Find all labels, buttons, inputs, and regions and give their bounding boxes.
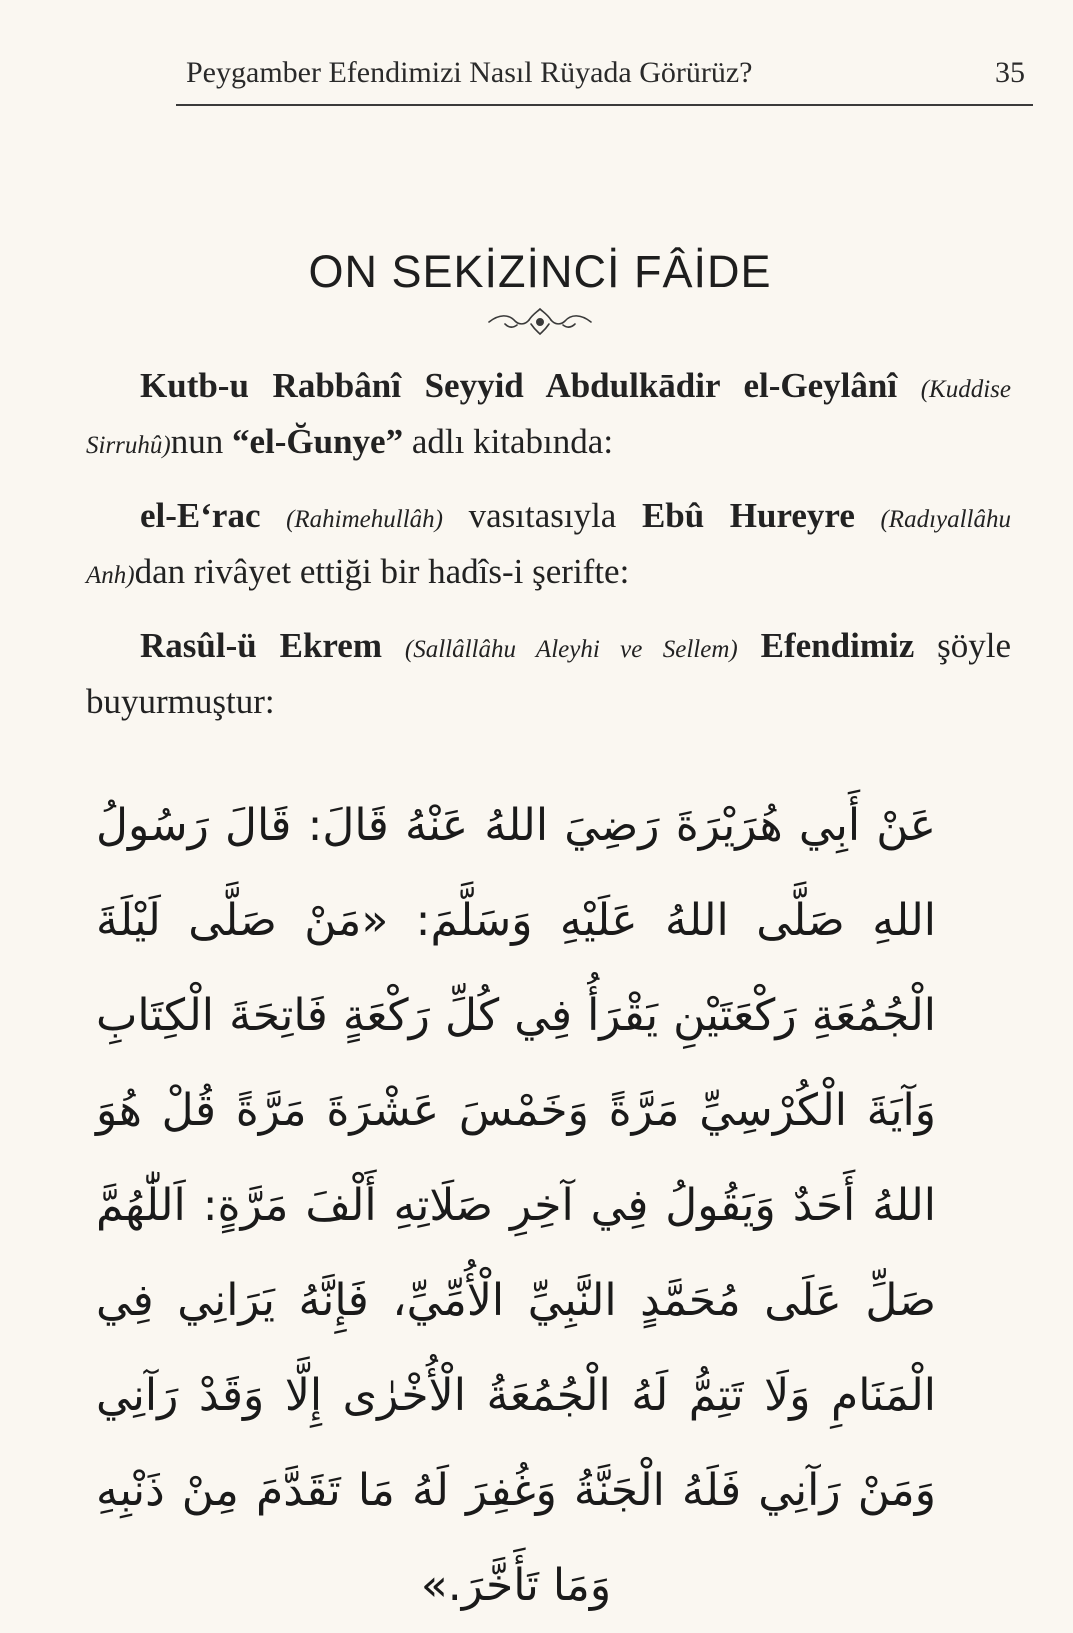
running-header-title: Peygamber Efendimizi Nasıl Rüyada Görürüz? xyxy=(186,56,753,89)
header-rule xyxy=(176,104,1033,106)
name-ebu-hureyre: Ebû Hureyre xyxy=(641,496,855,535)
name-rasul-u-ekrem: Rasûl-ü Ekrem xyxy=(140,626,382,665)
honorific-radiyallahu: (Radıyallâhu Anh) xyxy=(86,506,1011,589)
honorific-rahimehullah: (Rahimehullâh) xyxy=(286,506,443,533)
paragraph-1-text-a: nun xyxy=(170,422,232,461)
paragraph-2 xyxy=(86,490,1011,602)
name-geylani: Kutb-u Rabbânî Seyyid Abdulkādir el-Geylânî xyxy=(140,366,898,405)
honorific-sallallahu: (Sallâllâhu Aleyhi ve Sellem) xyxy=(404,636,738,663)
name-efendimiz: Efendimiz xyxy=(760,626,915,665)
page-number: 35 xyxy=(995,56,1025,89)
paragraph-1 xyxy=(86,360,1011,472)
name-erac: el-E‘rac xyxy=(140,496,261,535)
chapter-title: ON SEKİZİNCİ FÂİDE xyxy=(308,246,772,297)
book-title: “el-Ğunye” xyxy=(231,422,404,461)
paragraph-2-text-b: dan rivâyet ettiği bir hadîs-i şerifte: xyxy=(134,552,630,591)
show-through-background xyxy=(110,140,970,234)
paragraph-2-text-a: vasıtasıyla xyxy=(443,496,642,535)
paragraph-3 xyxy=(86,620,1011,728)
paragraph-3-text: şöyle buyurmuştur: xyxy=(86,626,1012,721)
main-text xyxy=(86,360,1011,746)
fleuron-ornament-icon xyxy=(485,306,595,336)
honorific-kuddise: (Kuddise Sirruhû) xyxy=(86,376,1012,459)
hadith-arabic-text: عَنْ أَبِي هُرَيْرَةَ رَضِيَ اللهُ عَنْهُ قَالَ: قَالَ رَسُولُ اللهِ صَلَّى اللهُ عَلَيْهِ وَسَلَّمَ: «مَنْ صَلَّى لَيْلَةَ الْجُمُعَةِ رَكْعَتَيْنِ يَقْرَأُ فِي كُلِّ رَكْعَةٍ فَاتِحَةَ الْكِتَابِ وَآيَةَ الْكُرْسِيِّ مَرَّةً وَخَمْسَ عَشْرَةَ مَرَّةً قُلْ هُوَ اللهُ أَحَدٌ وَيَقُولُ فِي آخِرِ صَلَاتِهِ أَلْفَ مَرَّةٍ: اَللّٰهُمَّ صَلِّ عَلَى مُحَمَّدٍ النَّبِيِّ الْأُمِّيِّ، فَإِنَّهُ يَرَانِي فِي الْمَنَامِ وَلَا تَتِمُّ لَهُ الْجُمُعَةُ الْأُخْرٰى إِلَّا وَقَدْ رَآنِي وَمَنْ رَآنِي فَلَهُ الْجَنَّةُ وَغُفِرَ لَهُ مَا تَقَدَّمَ مِنْ ذَنْبِهِ وَمَا تَأَخَّرَ.» xyxy=(96,800,936,1611)
paragraph-1-text-b: adlı kitabında: xyxy=(403,422,614,461)
